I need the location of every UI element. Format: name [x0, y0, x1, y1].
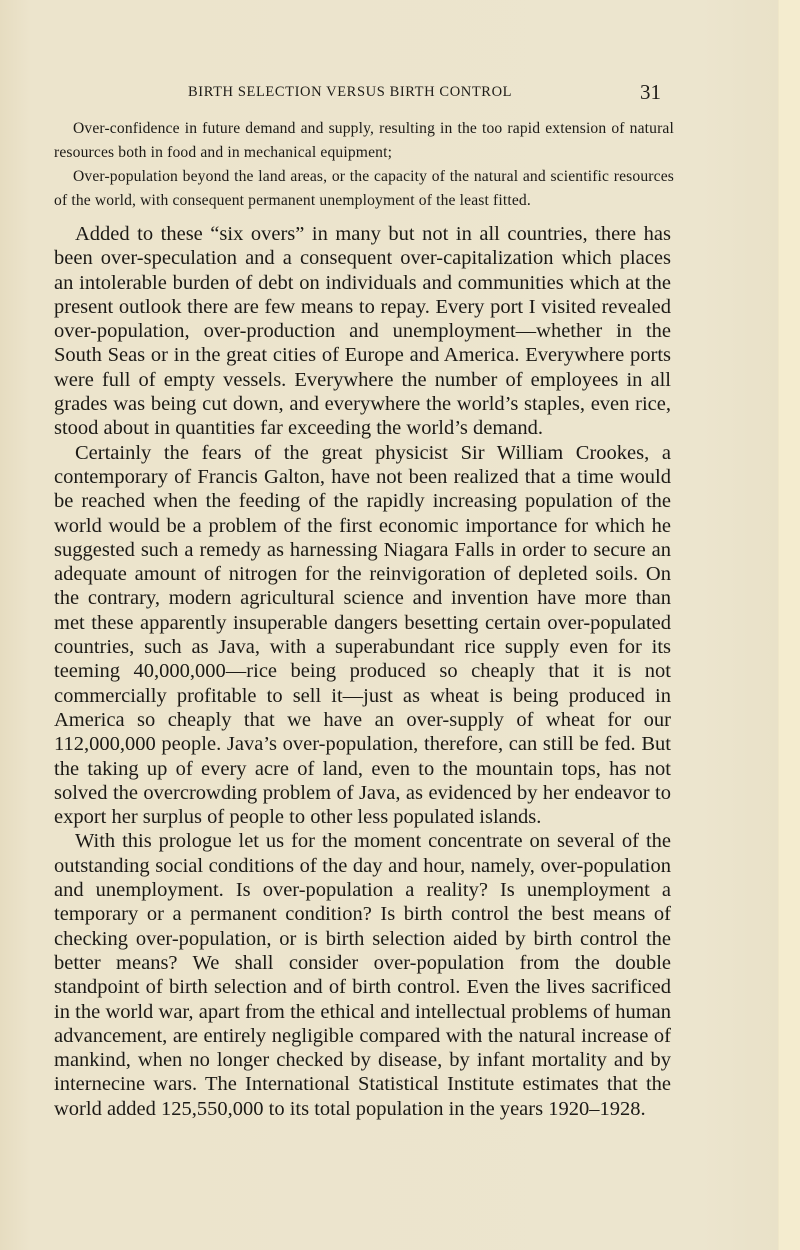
running-head: BIRTH SELECTION VERSUS BIRTH CONTROL: [188, 84, 513, 100]
paragraph: Added to these “six overs” in many but not in all countries, there has been over-speculation and a consequent over-capitalization which places an intolerable burden of debt on individuals and communities which at the present outlook there are few means to repay. Every port I visited revealed over-population, over-production and unemployment—whether in the South Seas or in the great cities of Europe and America. Everywhere ports were full of empty vessels. Everywhere the number of employees in all grades was being cut down, and everywhere the world’s staples, even rice, stood about in quantities far exceeding the world’s demand.: [54, 223, 671, 440]
paragraph: Certainly the fears of the great physicist Sir William Crookes, a contemporary of Francis Galton, have not been realized that a time would be reached when the feeding of the rapidly increasing population of the world would be a problem of the first economic importance for which he suggested such a remedy as harnessing Niagara Falls in order to secure an adequate amount of nitrogen for the reinvigoration of depleted soils. On the contrary, modern agricultural science and invention have more than met these apparently insuperable dangers besetting certain over-populated countries, such as Java, with a superabundant rice supply even for its teeming 40,000,000—rice being produced so cheaply that it is not commercially profitable to sell it—just as wheat is being produced in America so cheaply that we have an over-supply of wheat for our 112,000,000 people. Java’s over-population, therefore, can still be fed. But the taking up of every acre of land, even to the mountain tops, has not solved the overcrowding problem of Java, as evidenced by her endeavor to export her surplus of people to other less populated islands.: [54, 441, 671, 829]
page-header: [0, 80, 800, 108]
page-edge: [778, 0, 800, 1250]
body-text: [54, 222, 671, 1121]
cause-list: [54, 117, 674, 213]
page-number: 31: [640, 80, 661, 104]
list-item: Over-confidence in future demand and supply, resulting in the too rapid extension of natural resources both in food and in mechanical equipment;: [54, 120, 674, 161]
list-item: Over-population beyond the land areas, or the capacity of the natural and scientific resources of the world, with consequent permanent unemployment of the least fitted.: [54, 168, 674, 209]
paragraph: With this prologue let us for the moment concentrate on several of the outstanding social conditions of the day and hour, namely, over-population and unemployment. Is over-population a reality? Is unemployment a temporary or a permanent condition? Is birth control the best means of checking over-population, or is birth selection aided by birth control the better means? We shall consider over-population from the double standpoint of birth selection and of birth control. Even the lives sacrificed in the world war, apart from the ethical and intellectual problems of human advancement, are entirely negligible compared with the natural increase of mankind, when no longer checked by disease, by infant mortality and by internecine wars. The International Statistical Institute estimates that the world added 125,550,000 to its total population in the years 1920–1928.: [54, 830, 671, 1120]
